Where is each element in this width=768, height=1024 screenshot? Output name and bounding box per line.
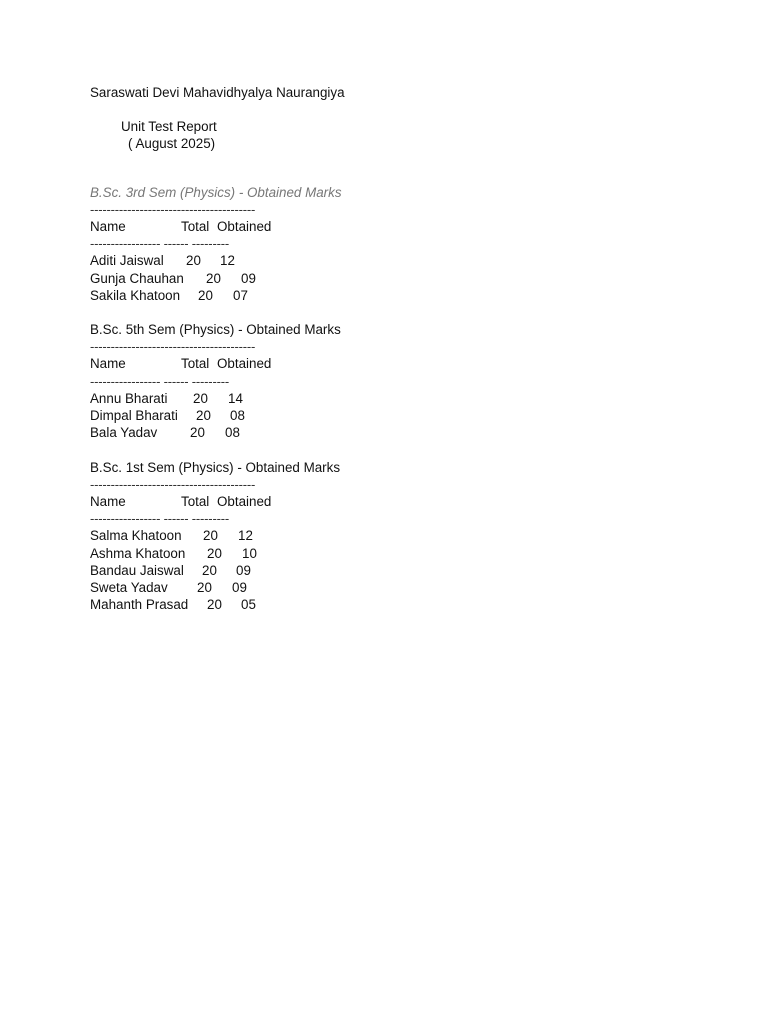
rule-line: ---------------------------------------- (90, 476, 256, 492)
obtained-marks: 09 (241, 270, 256, 286)
total-marks: 20 (206, 270, 221, 286)
section-heading: B.Sc. 3rd Sem (Physics) - Obtained Marks (90, 184, 342, 200)
student-name: Dimpal Bharati (90, 408, 178, 423)
total-marks: 20 (197, 579, 212, 595)
total-marks: 20 (203, 528, 218, 544)
total-marks: 20 (186, 253, 201, 269)
table-row (90, 287, 690, 304)
rule-line: ---------------------------------------- (90, 201, 256, 217)
column-header-name: Name (90, 493, 126, 509)
obtained-marks: 05 (241, 597, 256, 613)
student-name: Bandau Jaiswal (90, 562, 184, 578)
total-marks: 20 (190, 425, 205, 441)
marks-section-1st-sem (90, 459, 690, 614)
column-header-total: Total (181, 493, 210, 509)
student-name: Salma Khatoon (90, 528, 182, 544)
student-name: Gunja Chauhan (90, 270, 184, 286)
column-header-row (90, 355, 690, 372)
student-name: Sakila Khatoon (90, 287, 181, 303)
total-marks: 20 (193, 390, 208, 406)
column-header-total: Total (181, 356, 210, 372)
column-header-obtained: Obtained (217, 218, 272, 234)
obtained-marks: 14 (228, 390, 243, 406)
total-marks: 20 (196, 408, 211, 423)
report-title: Unit Test Report (121, 119, 217, 135)
column-header-obtained: Obtained (217, 493, 272, 509)
column-header-row (90, 493, 690, 510)
rule-line: ---------------------------------------- (90, 339, 256, 355)
document-page (90, 84, 690, 613)
marks-section-3rd-sem (90, 184, 690, 304)
rule-line: ----------------- ------ --------- (90, 373, 229, 389)
table-row (90, 596, 690, 613)
institution-name: Saraswati Devi Mahavidhyalya Naurangiya (90, 85, 345, 100)
section-heading: B.Sc. 1st Sem (Physics) - Obtained Marks (90, 459, 341, 475)
student-name: Sweta Yadav (90, 579, 168, 595)
student-name: Mahanth Prasad (90, 597, 189, 613)
table-row (90, 252, 690, 269)
section-heading: B.Sc. 5th Sem (Physics) - Obtained Marks (90, 322, 341, 338)
table-row (90, 424, 690, 441)
obtained-marks: 08 (225, 425, 240, 441)
column-header-name: Name (90, 218, 126, 234)
student-name: Aditi Jaiswal (90, 253, 164, 269)
table-row (90, 527, 690, 544)
column-header-row (90, 218, 690, 235)
total-marks: 20 (198, 287, 213, 303)
total-marks: 20 (207, 597, 222, 613)
student-name: Annu Bharati (90, 390, 168, 406)
total-marks: 20 (207, 545, 222, 561)
column-header-name: Name (90, 356, 126, 372)
obtained-marks: 10 (242, 545, 257, 561)
obtained-marks: 08 (230, 408, 245, 423)
table-row (90, 562, 690, 579)
table-row (90, 545, 690, 562)
student-name: Ashma Khatoon (90, 545, 186, 561)
marks-section-5th-sem (90, 321, 690, 441)
student-name: Bala Yadav (90, 425, 158, 441)
obtained-marks: 09 (232, 579, 247, 595)
obtained-marks: 07 (233, 287, 248, 303)
table-row (90, 407, 690, 424)
obtained-marks: 12 (220, 253, 235, 269)
table-row (90, 579, 690, 596)
column-header-total: Total (181, 218, 210, 234)
table-row (90, 270, 690, 287)
rule-line: ----------------- ------ --------- (90, 511, 229, 527)
total-marks: 20 (202, 562, 217, 578)
report-date: ( August 2025) (128, 136, 216, 152)
table-row (90, 390, 690, 407)
column-header-obtained: Obtained (217, 356, 272, 372)
obtained-marks: 12 (238, 528, 253, 544)
rule-line: ----------------- ------ --------- (90, 236, 229, 252)
obtained-marks: 09 (236, 562, 251, 578)
